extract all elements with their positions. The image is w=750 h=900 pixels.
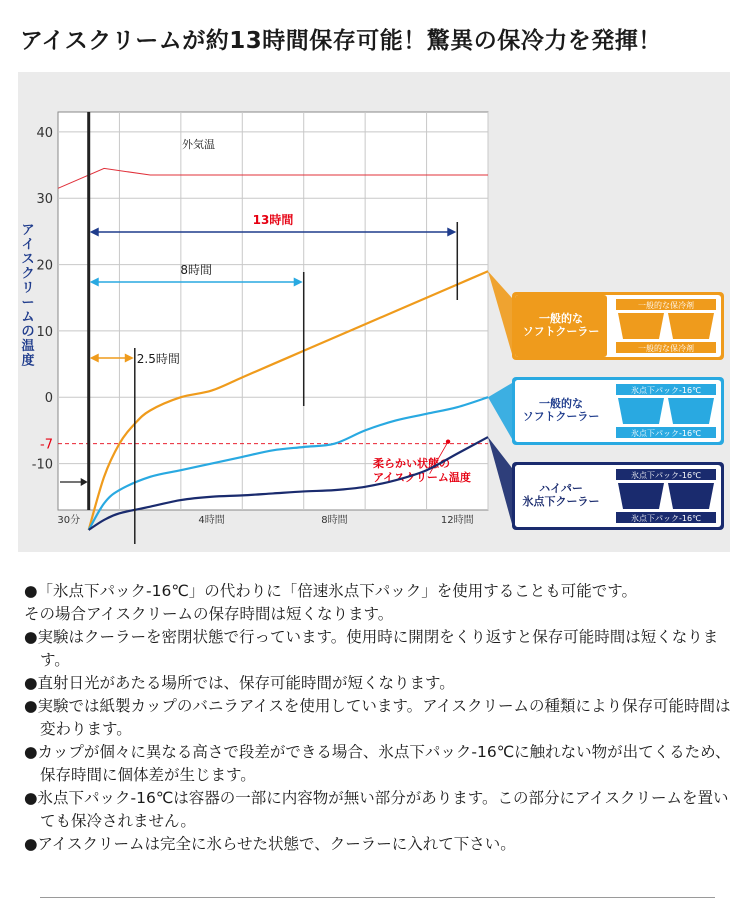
legend-cup-icon bbox=[618, 313, 664, 339]
note-item: ●「氷点下パック-16℃」の代わりに「倍速氷点下パック」を使用することも可能です。 bbox=[24, 582, 638, 600]
ambient-label: 外気温 bbox=[182, 138, 215, 151]
x-tick-label: 30分 bbox=[57, 515, 81, 526]
reference-dot bbox=[446, 439, 450, 443]
y-tick-label: 40 bbox=[36, 125, 53, 141]
legend-title: ハイパー氷点下クーラー bbox=[522, 482, 600, 508]
x-tick-label: 12時間 bbox=[440, 515, 474, 526]
legend-cup-icon bbox=[668, 313, 714, 339]
note-item: その場合アイスクリームの保存時間は短くなります。 bbox=[24, 605, 394, 623]
legend-pack-top: 氷点下パック-16℃ bbox=[630, 471, 702, 480]
x-tick-label: 4時間 bbox=[198, 515, 225, 526]
legend-title: 一般的なソフトクーラー bbox=[522, 312, 600, 338]
note-item: ●直射日光があたる場所では、保存可能時間が短くなります。 bbox=[24, 674, 455, 692]
legend-pack-bottom: 一般的な保冷剤 bbox=[638, 344, 694, 353]
legend-cup-icon bbox=[618, 483, 664, 509]
legend-pack-bottom: 氷点下パック-16℃ bbox=[630, 514, 702, 523]
y-tick-label: -10 bbox=[31, 457, 53, 473]
legend-title: 一般的なソフトクーラー bbox=[522, 397, 600, 423]
chart-panel bbox=[18, 72, 730, 552]
bottom-divider bbox=[40, 897, 715, 898]
legend-cup-icon bbox=[618, 398, 664, 424]
legend-connector bbox=[488, 271, 512, 354]
note-item: ●アイスクリームは完全に氷らせた状態で、クーラーに入れて下さい。 bbox=[24, 835, 516, 853]
duration-label: 2.5時間 bbox=[136, 352, 180, 366]
legend-cup-icon bbox=[668, 483, 714, 509]
note-item: ●カップが個々に異なる高さで段差ができる場合、氷点下パック-16℃に触れない物が出てくるため、保存時間に個体差が生じます。 bbox=[24, 743, 731, 784]
notes-list bbox=[24, 580, 739, 856]
reference-label: 柔らかい状態のアイスクリーム温度 bbox=[373, 457, 471, 484]
note-item: ●氷点下パック-16℃は容器の一部に内容物が無い部分があります。この部分にアイスクリームを置いても保冷されません。 bbox=[24, 789, 729, 830]
legend-pack-top: 氷点下パック-16℃ bbox=[630, 386, 702, 395]
legend-pack-top: 一般的な保冷剤 bbox=[638, 301, 694, 310]
legend-cup-icon bbox=[668, 398, 714, 424]
duration-label: 13時間 bbox=[252, 213, 294, 227]
y-tick-label: 20 bbox=[36, 258, 53, 274]
legend-connector bbox=[488, 383, 512, 439]
note-item: ●実験はクーラーを密閉状態で行っています。使用時に開閉をくり返すと保存可能時間は短くなります。 bbox=[24, 628, 719, 669]
y-tick-label: 0 bbox=[44, 391, 53, 407]
page-headline: アイスクリームが約13時間保存可能！驚異の保冷力を発揮！ bbox=[20, 28, 662, 54]
y-tick-label: 10 bbox=[36, 324, 53, 340]
y-tick-label: 30 bbox=[36, 192, 53, 208]
x-tick-label: 8時間 bbox=[321, 515, 348, 526]
duration-label: 8時間 bbox=[180, 263, 213, 277]
y-tick-label: -7 bbox=[40, 437, 53, 453]
y-axis-label: アイスクリームの温度 bbox=[21, 223, 35, 369]
legend-connector bbox=[488, 437, 512, 524]
legend-pack-bottom: 氷点下パック-16℃ bbox=[630, 429, 702, 438]
note-item: ●実験では紙製カップのバニラアイスを使用しています。アイスクリームの種類により保存可能時間は変わります。 bbox=[24, 697, 731, 738]
temperature-chart bbox=[18, 72, 730, 552]
